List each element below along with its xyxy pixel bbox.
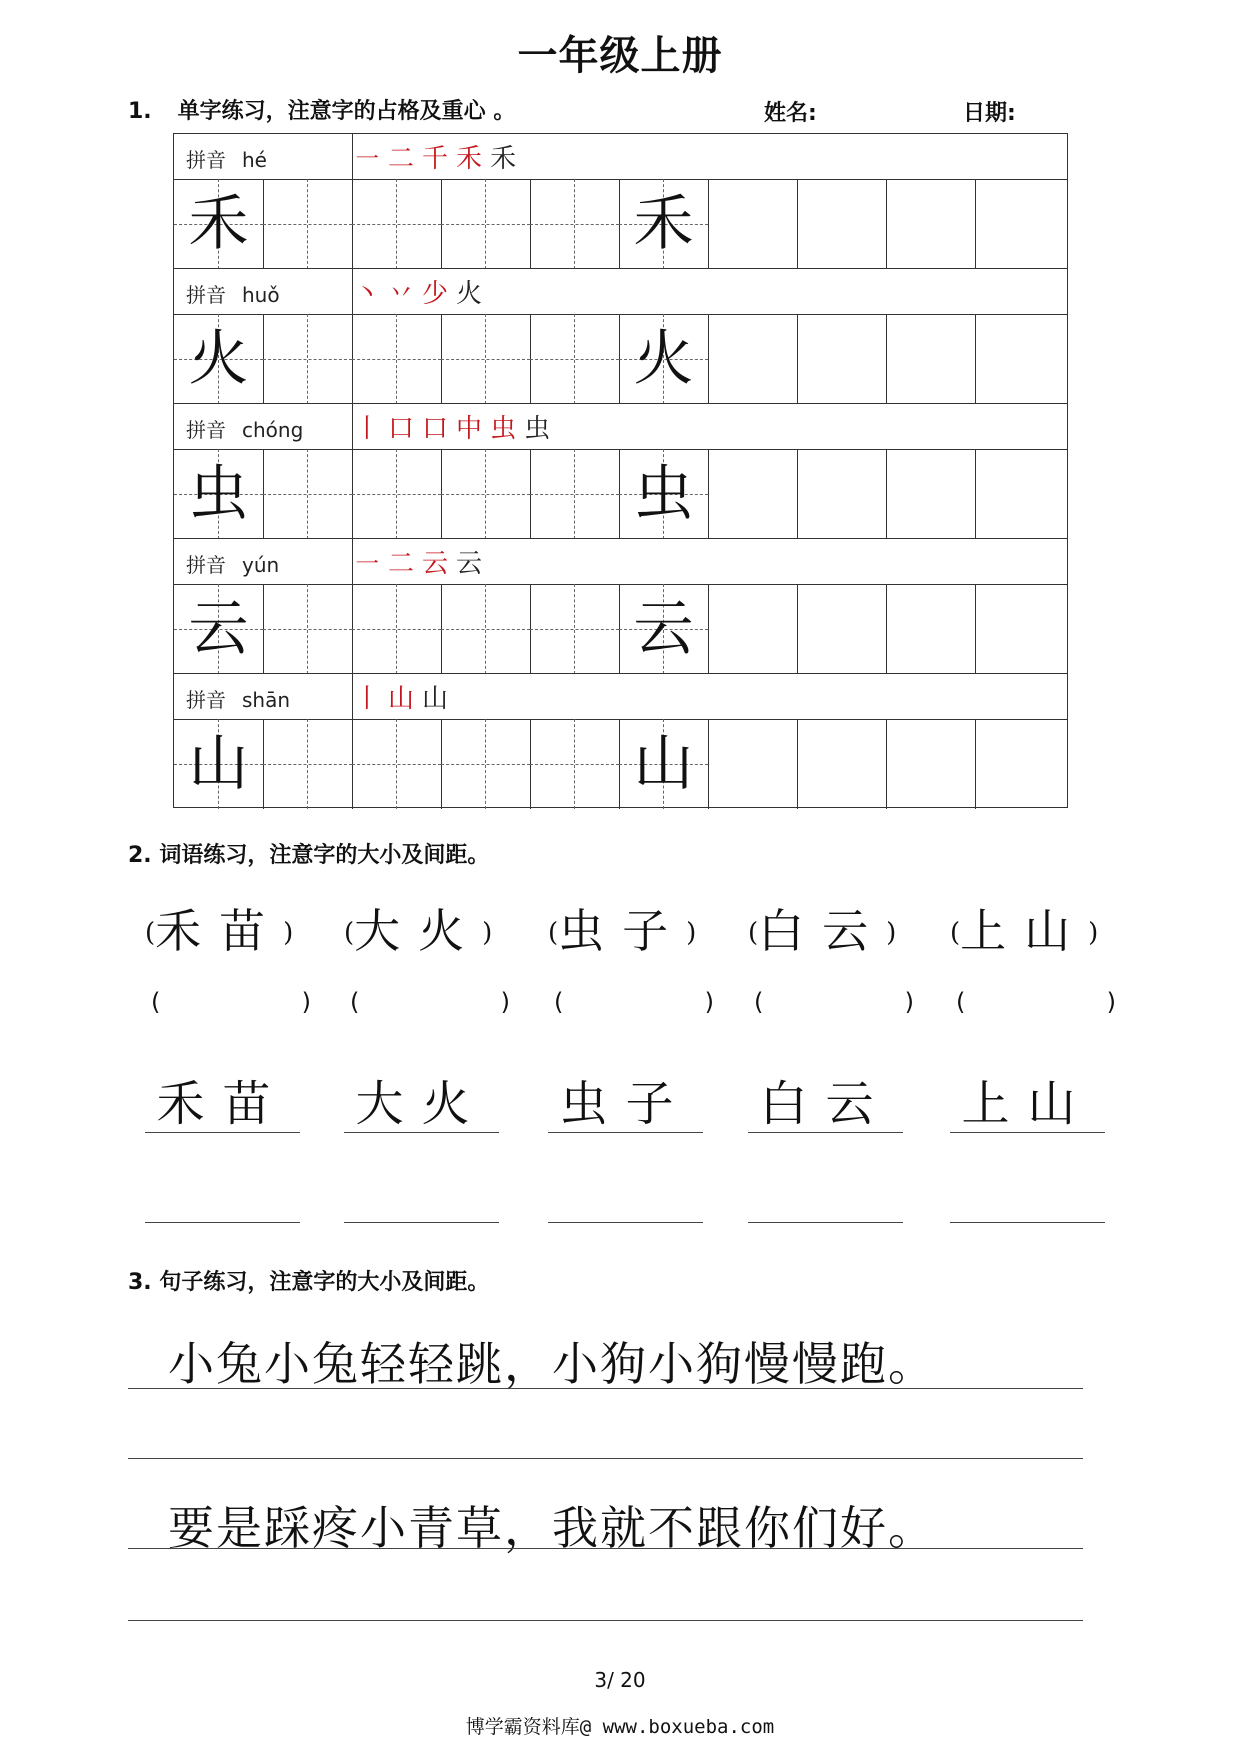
writing-line[interactable] bbox=[145, 1222, 300, 1223]
stroke-step: 中 bbox=[456, 414, 491, 444]
stroke-step: 千 bbox=[422, 144, 457, 174]
tian-cell[interactable] bbox=[174, 584, 263, 674]
tian-cell[interactable] bbox=[708, 584, 797, 674]
tian-cell[interactable] bbox=[352, 314, 441, 404]
tian-cell[interactable] bbox=[530, 179, 619, 269]
pinyin-label bbox=[186, 279, 280, 308]
cell-guide-horizontal bbox=[530, 359, 619, 360]
section3-instruction: 3. 句子练习，注意字的大小及间距。 bbox=[128, 1270, 490, 1295]
tian-cell[interactable] bbox=[619, 314, 708, 404]
model-word: 白云 bbox=[758, 904, 887, 958]
stroke-step: ㇐ bbox=[354, 144, 389, 174]
tian-cell[interactable] bbox=[352, 449, 441, 539]
stroke-step: 虫 bbox=[490, 414, 525, 444]
tian-cell[interactable] bbox=[263, 179, 352, 269]
tian-cell[interactable] bbox=[263, 719, 352, 809]
stroke-final: 云 bbox=[456, 549, 491, 579]
model-character: 云 bbox=[188, 594, 249, 664]
cell-guide-horizontal bbox=[352, 494, 441, 495]
date-label: 日期: bbox=[963, 101, 1016, 126]
tian-cell[interactable] bbox=[975, 179, 1064, 269]
paren-close: ) bbox=[1088, 918, 1099, 948]
pinyin-word-box bbox=[950, 895, 1098, 961]
sentence-2: 要是踩疼小青草，我就不跟你们好。 bbox=[168, 1501, 936, 1555]
writing-line[interactable] bbox=[950, 1222, 1105, 1223]
pinyin-label bbox=[186, 684, 290, 713]
copy-word: 上山 bbox=[961, 1076, 1094, 1132]
model-character: 虫 bbox=[188, 459, 249, 529]
paren-open: ( bbox=[548, 918, 559, 948]
pinyin-label bbox=[186, 549, 279, 578]
cell-guide-horizontal bbox=[352, 359, 441, 360]
model-word: 禾苗 bbox=[155, 904, 284, 958]
header-divider bbox=[352, 269, 353, 314]
stroke-step: 丨 bbox=[354, 684, 389, 714]
cell-guide-horizontal bbox=[530, 764, 619, 765]
writing-line[interactable] bbox=[548, 1222, 703, 1223]
stroke-step: 二 bbox=[388, 549, 423, 579]
header-divider bbox=[352, 539, 353, 584]
pinyin-label bbox=[186, 414, 303, 443]
cell-guide-horizontal bbox=[441, 224, 530, 225]
paren-close: ) bbox=[1106, 988, 1116, 1016]
copy-word: 白云 bbox=[759, 1076, 892, 1132]
cell-guide-horizontal bbox=[263, 494, 352, 495]
pinyin-word-box bbox=[344, 895, 492, 961]
pinyin-caption: 拼音 bbox=[186, 283, 226, 307]
tian-cell[interactable] bbox=[530, 719, 619, 809]
tian-cell[interactable] bbox=[530, 584, 619, 674]
tian-cell[interactable] bbox=[797, 179, 886, 269]
writing-line[interactable] bbox=[748, 1222, 903, 1223]
cell-guide-horizontal bbox=[352, 764, 441, 765]
cell-guide-horizontal bbox=[352, 629, 441, 630]
paren-open: ( bbox=[344, 918, 355, 948]
pinyin-label bbox=[186, 144, 267, 173]
cell-guide-horizontal bbox=[263, 224, 352, 225]
pinyin-value: hé bbox=[242, 148, 267, 172]
section2-instruction: 2. 词语练习，注意字的大小及间距。 bbox=[128, 843, 490, 868]
model-character: 禾 bbox=[633, 189, 694, 259]
stroke-step: 口 bbox=[388, 414, 423, 444]
row-header bbox=[174, 404, 1067, 450]
writing-line bbox=[128, 1388, 1083, 1389]
row-header bbox=[174, 539, 1067, 585]
paren-open: ( bbox=[350, 988, 360, 1016]
paren-close: ) bbox=[301, 988, 311, 1016]
tian-cell[interactable] bbox=[174, 449, 263, 539]
pinyin-caption: 拼音 bbox=[186, 418, 226, 442]
paren-open: ( bbox=[554, 988, 564, 1016]
section1-instruction bbox=[128, 94, 515, 125]
tian-cell[interactable] bbox=[619, 719, 708, 809]
paren-open: ( bbox=[950, 918, 961, 948]
tian-cell[interactable] bbox=[797, 719, 886, 809]
model-character: 火 bbox=[633, 324, 694, 394]
writing-line[interactable] bbox=[548, 1132, 703, 1133]
stroke-order bbox=[354, 543, 490, 580]
row-header bbox=[174, 674, 1067, 720]
tian-cell[interactable] bbox=[797, 584, 886, 674]
practice-cells bbox=[174, 179, 1067, 269]
paren-open: ( bbox=[956, 988, 966, 1016]
tian-cell[interactable] bbox=[263, 584, 352, 674]
stroke-order bbox=[354, 138, 524, 175]
tian-cell[interactable] bbox=[530, 449, 619, 539]
paren-open: ( bbox=[145, 918, 156, 948]
tian-cell[interactable] bbox=[708, 449, 797, 539]
paren-close: ) bbox=[904, 988, 914, 1016]
pinyin-value: huǒ bbox=[242, 283, 280, 307]
writing-line bbox=[128, 1458, 1083, 1459]
grid-row bbox=[174, 134, 1067, 269]
pinyin-caption: 拼音 bbox=[186, 688, 226, 712]
stroke-step: 丨 bbox=[354, 414, 389, 444]
stroke-step: 丷 bbox=[388, 279, 423, 309]
paren-open: ( bbox=[754, 988, 764, 1016]
tian-cell[interactable] bbox=[530, 314, 619, 404]
stroke-order bbox=[354, 273, 490, 310]
grid-row bbox=[174, 269, 1067, 404]
tian-cell[interactable] bbox=[352, 584, 441, 674]
stroke-order bbox=[354, 678, 456, 715]
cell-guide-horizontal bbox=[352, 224, 441, 225]
tian-cell[interactable] bbox=[886, 584, 975, 674]
cell-guide-horizontal bbox=[530, 224, 619, 225]
cell-guide-horizontal bbox=[263, 764, 352, 765]
pinyin-value: shān bbox=[242, 688, 291, 712]
writing-line bbox=[128, 1548, 1083, 1549]
paren-close: ) bbox=[704, 988, 714, 1016]
cell-guide-horizontal bbox=[530, 629, 619, 630]
pinyin-word-box bbox=[548, 895, 696, 961]
writing-line[interactable] bbox=[950, 1132, 1105, 1133]
cell-guide-horizontal bbox=[263, 359, 352, 360]
tian-cell[interactable] bbox=[886, 449, 975, 539]
tian-cell[interactable] bbox=[352, 179, 441, 269]
pinyin-caption: 拼音 bbox=[186, 148, 226, 172]
cell-guide-horizontal bbox=[441, 494, 530, 495]
tian-cell[interactable] bbox=[441, 449, 530, 539]
header-divider bbox=[352, 674, 353, 719]
tian-cell[interactable] bbox=[708, 719, 797, 809]
stroke-final: 火 bbox=[456, 279, 491, 309]
tian-cell[interactable] bbox=[886, 179, 975, 269]
pinyin-word-box bbox=[748, 895, 896, 961]
pinyin-value: yún bbox=[242, 553, 280, 577]
tian-cell[interactable] bbox=[708, 179, 797, 269]
tian-cell[interactable] bbox=[975, 449, 1064, 539]
paren-close: ) bbox=[283, 918, 294, 948]
tian-cell[interactable] bbox=[619, 179, 708, 269]
stroke-final: 虫 bbox=[524, 414, 559, 444]
tian-cell[interactable] bbox=[619, 449, 708, 539]
tian-cell[interactable] bbox=[975, 719, 1064, 809]
tian-cell[interactable] bbox=[708, 314, 797, 404]
writing-line bbox=[128, 1620, 1083, 1621]
model-word: 上山 bbox=[960, 904, 1089, 958]
tian-cell[interactable] bbox=[352, 719, 441, 809]
cell-guide-horizontal bbox=[530, 494, 619, 495]
pinyin-caption: 拼音 bbox=[186, 553, 226, 577]
model-character: 禾 bbox=[188, 189, 249, 259]
cell-guide-horizontal bbox=[441, 629, 530, 630]
model-character: 虫 bbox=[633, 459, 694, 529]
copy-word: 虫子 bbox=[559, 1076, 692, 1132]
pinyin-word-box bbox=[145, 895, 293, 961]
tian-cell[interactable] bbox=[263, 449, 352, 539]
model-character: 火 bbox=[188, 324, 249, 394]
tian-cell[interactable] bbox=[975, 584, 1064, 674]
tian-cell[interactable] bbox=[441, 179, 530, 269]
stroke-step: 丶 bbox=[354, 279, 389, 309]
grid-row bbox=[174, 674, 1067, 809]
stroke-step: 禾 bbox=[456, 144, 491, 174]
tian-cell[interactable] bbox=[797, 449, 886, 539]
writing-line[interactable] bbox=[748, 1132, 903, 1133]
tian-cell[interactable] bbox=[441, 314, 530, 404]
cell-guide-horizontal bbox=[441, 359, 530, 360]
stroke-final: 山 bbox=[422, 684, 457, 714]
tian-cell[interactable] bbox=[263, 314, 352, 404]
model-character: 山 bbox=[633, 729, 694, 799]
practice-cells bbox=[174, 584, 1067, 674]
name-label: 姓名: bbox=[764, 101, 817, 126]
tian-cell[interactable] bbox=[886, 719, 975, 809]
paren-close: ) bbox=[686, 918, 697, 948]
tian-cell[interactable] bbox=[441, 719, 530, 809]
pinyin-value: chóng bbox=[242, 418, 304, 442]
writing-line[interactable] bbox=[344, 1132, 499, 1133]
stroke-step: 山 bbox=[388, 684, 423, 714]
model-word: 虫子 bbox=[558, 904, 687, 958]
tian-cell[interactable] bbox=[174, 719, 263, 809]
practice-cells bbox=[174, 449, 1067, 539]
tian-cell[interactable] bbox=[975, 314, 1064, 404]
stroke-step: 二 bbox=[388, 144, 423, 174]
page-title: 一年级上册 bbox=[517, 33, 723, 79]
tian-cell[interactable] bbox=[797, 314, 886, 404]
page-number: 3/ 20 bbox=[594, 1668, 646, 1692]
stroke-final: 禾 bbox=[490, 144, 525, 174]
header-divider bbox=[352, 134, 353, 179]
copy-word: 禾苗 bbox=[156, 1076, 289, 1132]
grid-row bbox=[174, 539, 1067, 674]
tian-cell[interactable] bbox=[174, 314, 263, 404]
paren-close: ) bbox=[886, 918, 897, 948]
section1-number: 1. bbox=[128, 99, 152, 124]
model-character: 山 bbox=[188, 729, 249, 799]
writing-line[interactable] bbox=[145, 1132, 300, 1133]
stroke-step: 口 bbox=[422, 414, 457, 444]
tian-cell[interactable] bbox=[619, 584, 708, 674]
tian-cell[interactable] bbox=[174, 179, 263, 269]
practice-cells bbox=[174, 719, 1067, 809]
cell-guide-horizontal bbox=[441, 764, 530, 765]
sentence-1: 小兔小兔轻轻跳，小狗小狗慢慢跑。 bbox=[168, 1337, 936, 1391]
paren-open: ( bbox=[151, 988, 161, 1016]
model-word: 大火 bbox=[354, 904, 483, 958]
paren-close: ) bbox=[500, 988, 510, 1016]
tian-cell[interactable] bbox=[886, 314, 975, 404]
paren-open: ( bbox=[748, 918, 759, 948]
grid-row bbox=[174, 404, 1067, 539]
header-divider bbox=[352, 404, 353, 449]
section1-text: 单字练习，注意字的占格及重心 。 bbox=[177, 99, 516, 124]
character-practice-grid bbox=[173, 133, 1068, 808]
model-character: 云 bbox=[633, 594, 694, 664]
stroke-step: ㇐ bbox=[354, 549, 389, 579]
stroke-order bbox=[354, 408, 558, 445]
practice-cells bbox=[174, 314, 1067, 404]
stroke-step: 少 bbox=[422, 279, 457, 309]
writing-line[interactable] bbox=[344, 1222, 499, 1223]
stroke-step: 云 bbox=[422, 549, 457, 579]
footer-watermark: 博学霸资料库@ www.boxueba.com bbox=[465, 1716, 775, 1738]
copy-word: 大火 bbox=[355, 1076, 488, 1132]
row-header bbox=[174, 269, 1067, 315]
cell-guide-horizontal bbox=[263, 629, 352, 630]
tian-cell[interactable] bbox=[441, 584, 530, 674]
row-header bbox=[174, 134, 1067, 180]
paren-close: ) bbox=[482, 918, 493, 948]
